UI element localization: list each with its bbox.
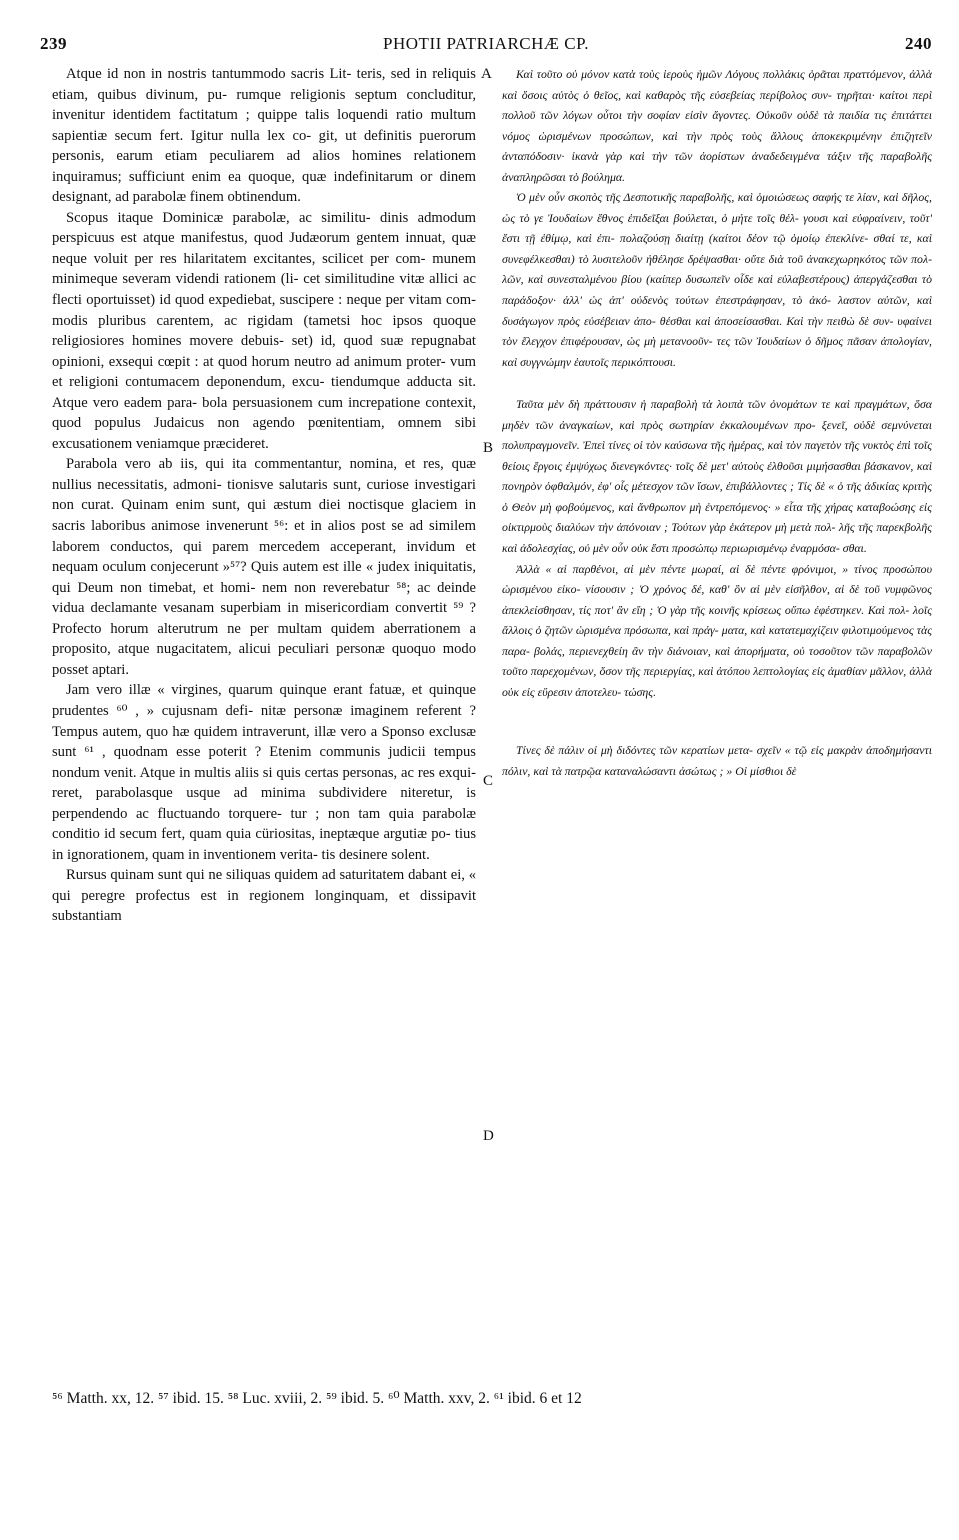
section-marker-d: D xyxy=(483,1128,494,1144)
section-marker-c: C xyxy=(483,773,494,789)
latin-paragraph: Scopus itaque Dominicæ parabolæ, ac similitu- dinis admodum perspicuus est atque manifestus, quod Judæorum gentem innuat, quæ neque voluit per res hilaritatem excitantes, scilicet per com- munem minimeque severam videndi rationem (li- cet similitudine vitæ allici ac flecti oportuisset) id quod expediebat, suscipere : neque per vitam com- modis pluribus carentem, ac rigidam (tametsi hoc ipsos quoque religiosiores homines movere debuis- set) id, quod suæ repugnabat opinioni, exsequi cœpit : at quod horum neutro ad animum proter- vum et religioni contumacem deponendum, excu- tiendumque adducta sit. Atque vero eadem para- bola persuasionem cum increpatione contexit, quod populus Judaicus non agendo pœnitentiam, omnem sibi excusationem veniamque præcideret. xyxy=(52,209,476,452)
section-marker-a: A xyxy=(481,66,492,82)
greek-paragraph: Ἀλλὰ « αἱ παρθένοι, αἱ μὲν πέντε μωραί, αἱ δὲ πέντε φρόνιμοι, » τίνος προσώπου ὡρισμένου εἰκο- νίσουσιν ; Ὁ χρόνος δέ, καθ' ὃν αἱ μὲν εἰσῆλθον, αἱ δὲ τοῦ νυμφῶνος ἀπεκλείσθησαν, τίς ποτ' ἂν εἴη ; Ὁ γὰρ τῆς κοινῆς κρίσεως οὔπω ἐφέστηκεν. Καὶ πολ- λοῖς ἄλλοις ὁ ζητῶν ὡρισμένα πρόσωπα, καὶ πράγ- ματα, καὶ κατατεμαχίζειν φιλοτιμούμενος τὰς παρα- βολάς, περιενεχθείη ἂν τὴν διάνοιαν, καὶ ἀπορήματα, οὐ τοσοῦτον τῶν παραβολῶν τοῦτο παρεχομένων, ὅσον τῆς περιεργίας, καὶ ἀτόπου λεπτολογίας εἰς ἀμαθίαν μᾶλλον, ἀλλὰ οὐκ εἰς εὕρεσιν ἀποτελευ- τώσης. xyxy=(502,561,932,699)
page-number-right: 240 xyxy=(905,34,932,53)
latin-paragraph: Atque id non in nostris tantummodo sacris Lit- teris, sed in reliquis etiam, quibus divinum, pu- rumque religionis septum concluditur, invenitur identidem factitatum ; quippe talis loquendi ratio multum sapientiæ secum fert. Igitur nulla lex co- git, ut definitis puerorum personis, earum etiam peculiarem ad alios homines relationem inquiramus; sufficiunt enim ea quoque, quæ indefinitarum or dinem designant, ad parabolæ finem obtinendum. xyxy=(52,66,476,206)
page-number-left: 239 xyxy=(40,34,67,53)
latin-paragraph: Jam vero illæ « virgines, quarum quinque erant fatuæ, et quinque prudentes ⁶⁰ , » cujusnam defi- nitæ personæ imaginem referent ? Tempus autem, quo hæ quidem intraverunt, illæ vero a Sponso exclusæ sunt ⁶¹ , quodnam esse poterit ? Etenim communis judicii tempus nondum venit. Atque in multis aliis si quis certas personas, ac res exqui- reret, parabolasque usque ad minima subdividere niteretur, is perpendendo ac fluctuando torquere- tur ; non tam quia parabolæ conditio id secum fert, quam quia cüriositas, ineptæque argutiæ po- tius in ignorationem, quam in inventionem verita- tis desinere solent. xyxy=(52,682,476,863)
latin-paragraph: Rursus quinam sunt qui ne siliquas quidem ad saturitatem dabant ei, « qui peregre profectus est in regionem longinquam, et dissipavit substantiam xyxy=(52,867,476,925)
running-title: PHOTII PATRIARCHÆ CP. xyxy=(383,34,589,53)
footnotes: ⁵⁶ Matth. xx, 12. ⁵⁷ ibid. 15. ⁵⁸ Luc. xviii, 2. ⁵⁹ ibid. 5. ⁶⁰ Matth. xxv, 2. ⁶¹ ibid. 6 et 12 xyxy=(52,1390,582,1407)
latin-paragraph: Parabola vero ab iis, qui ita commentantur, nomina, et res, quæ nullius necessitatis, admoni- tionisve salutaris sunt, curiose investigari non curat. Quinam enim sunt, qui æstum diei noctisque glaciem in sacris laboribus animose invenerunt ⁵⁶: et in alios post se ad similem laborem conductos, qui parem mercedem acceperant, invidum et nequam oculum conjecerunt »⁵⁷? Quis autem est ille « judex iniquitatis, qui Deum non timebat, et homi- nem non reverebatur ⁵⁸; ac deinde vidua declamante vesanam superbiam in misericordiam convertit ⁵⁹ ? Profecto horum alterutrum ne per multam quidem aberrationem a proposito, atque nugacitatem, alicui peculiari personæ quoquo modo posset aptari. xyxy=(52,456,476,678)
section-marker-b: B xyxy=(483,440,494,456)
greek-column xyxy=(502,64,932,1374)
greek-paragraph: Ὁ μὲν οὖν σκοπὸς τῆς Δεσποτικῆς παραβολῆς, καὶ ὁμοιώσεως σαφής τε λίαν, καὶ δῆλος, ὡς τὸ γε Ἰουδαίων ἔθνος ἐπιδεῖξαι βούλεται, ὁ μήτε τοῖς θέλ- γουσι καὶ εὐφραίνειν, τοῦτ' ἔστι τῇ ἐθίμῳ, καὶ ἐπι- πολαζούσῃ διαίτῃ (καίτοι δέον τῷ ὁμοίῳ ἐπεκλίνε- σθαί τε, καὶ συνεφέλκεσθαι) τὸ λυσιτελοῦν ἠθέλησε δρέψασθαι· οὔτε διὰ τοῦ ἀνακεχωρηκότος τῶν πολ- λῶν, καὶ συνεσταλμένου βίου (καίπερ δυσωπεῖν οἶδε καὶ εὐλαβεστέρους) ἀπεργάζεσθαι τὸ παράδοξον· ἀλλ' ὡς ἀπ' οὐδενὸς τούτων ἐπεστράφησαν, τὸ ἀκό- λαστον αὐτῶν, καὶ δυσάγωγον πρὸς εὐσέβειαν ἀπο- θέσθαι καὶ ἀποσείσασθαι. Καὶ τὴν πειθὼ δὲ συν- υφαίνει τὸν ἔλεγχον ἐπιφέρουσαν, ὡς μὴ μετανοοῦν- τες τῶν Ἰουδαίων ὁ δῆμος πᾶσαν ἀπολογίαν, καὶ συγγνώμην ἑαυτοῖς περικόπτουσι. xyxy=(502,190,932,369)
page-header xyxy=(40,34,932,58)
greek-paragraph: Ταῦτα μὲν δὴ πράττουσιν ἡ παραβολὴ τὰ λοιπὰ τῶν ὀνομάτων τε καὶ πραγμάτων, ὅσα μηδὲν τῶν ἀναγκαίων, καὶ πρὸς σωτηρίαν ἐκκαλουμένων προ- ξενεῖ, οὐδὲ σεμνύνεται πολυπραγμονεῖν. Ἐπεὶ τίνες οἱ τὸν καύσωνα τῆς ἡμέρας, καὶ τὸν παγετὸν τῆς νυκτὸς ἐπὶ τοῖς θείοις ἔργοις ἐμψύχως διενεγκόντες· τοῖς δὲ μετ' αὐτοὺς ἐλθοῦσι μιμήσασθαι βάσκανον, καὶ πονηρὸν ὀφθαλμόν, ἐφ' οἷς μέτεσχον τῶν ἴσων, ἐπιβάλλοντες ; Τίς δὲ « ὁ τῆς ἀδικίας κριτὴς ὁ Θεὸν μὴ φοβούμενος, καὶ ἄνθρωπον μὴ ἐντρεπόμενος· » εἶτα τῆς χήρας καταβοώσης εἰς οἰκτιρμοὺς διαλύων τὴν ἀπόνοιαν ; Τούτων γὰρ ἑκάτερον μὴ μετὰ πολ- λῆς τῆς παρεκβολῆς καὶ ἀδολεσχίας, οὐ μὲν οὖν οὐκ ἔστι προσώπῳ περιωρισμένῳ ἐναρμόσα- σθαι. xyxy=(502,397,932,556)
latin-column xyxy=(52,64,476,1374)
greek-paragraph: Καὶ τοῦτο οὐ μόνον κατὰ τοὺς ἱεροὺς ἡμῶν Λόγους πολλάκις ὁρᾶται πραττόμενον, ἀλλὰ καὶ ὅσοις αὐτὸς ὁ θεῖος, καὶ καθαρὸς τῆς εὐσεβείας περίβολος συν- τηρῆται· καίτοι περὶ πολλοῦ τῶν λόγων οὗτοι τὴν σοφίαν εἰσὶν ἄγοντες. Οὐκοῦν οὐδὲ τὰ παιδία τις ἐπιτάττει νόμος ὡρισμένων προσώπων, καὶ τὴν πρὸς τοὺς ἄλλους ἀποκεκριμένην ἐπιζητεῖν ἀνταπόδοσιν· ἱκανὰ γὰρ καὶ τὴν τῶν ἀορίστων ἀναδεδειγμένα τάξιν τῆς παραβολῆς ἀναπληρῶσαι τὸ βούλημα. xyxy=(502,67,932,184)
greek-paragraph: Τίνες δὲ πάλιν οἱ μὴ διδόντες τῶν κερατίων μετα- σχεῖν « τῷ εἰς μακρὰν ἀποδημήσαντι πόλιν, καὶ τὰ πατρῷα καταναλώσαντι ἀσώτως ; » Οἱ μίσθιοι δὲ xyxy=(502,743,932,778)
